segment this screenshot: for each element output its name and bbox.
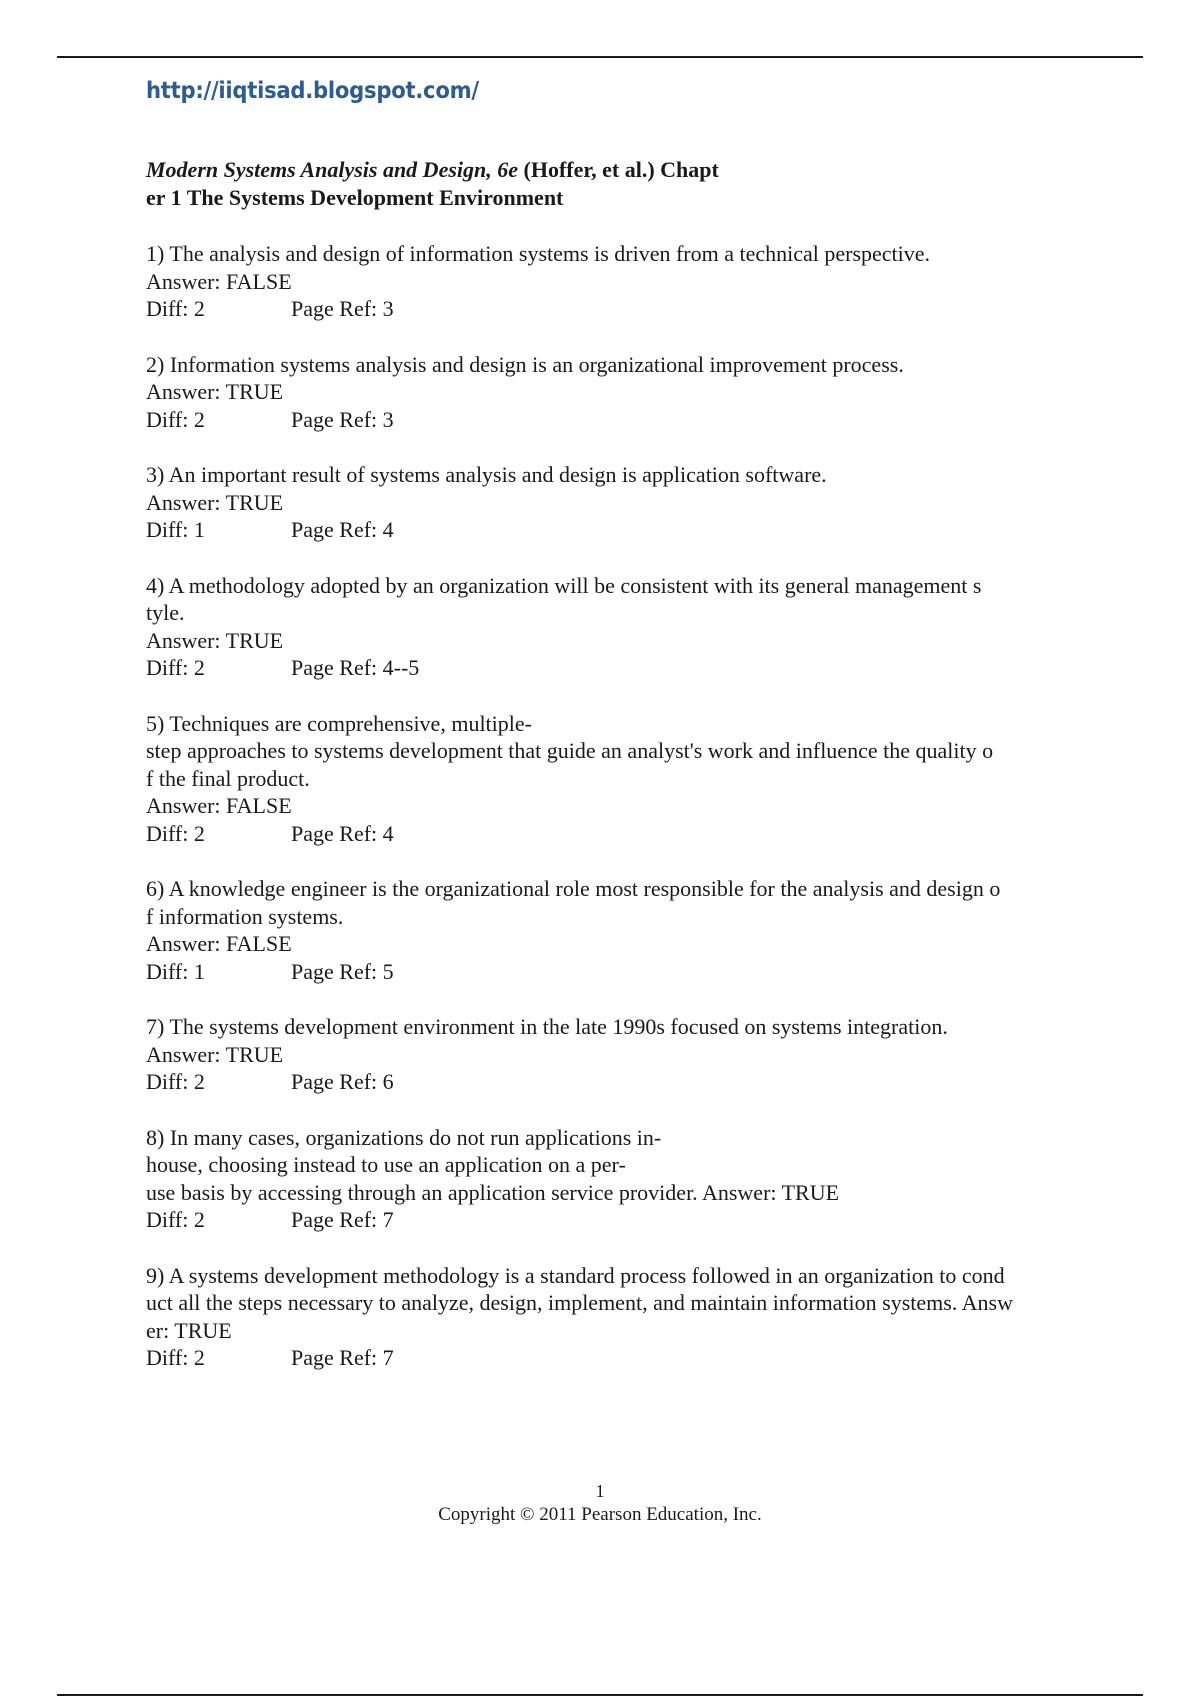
question-text: 6) A knowledge engineer is the organizational role most responsible for the analysis and design o f information systems. bbox=[146, 876, 1001, 929]
question-text: 2) Information systems analysis and design is an organizational improvement process. bbox=[146, 351, 904, 377]
title-authors: (Hoffer, et al.) Chapt bbox=[518, 157, 719, 182]
question-item bbox=[146, 1013, 1096, 1096]
difficulty: Diff: 2 bbox=[146, 1207, 205, 1232]
page-ref: Page Ref: 7 bbox=[291, 1207, 394, 1232]
question-text: 7) The systems development environment in the late 1990s focused on systems integration. bbox=[146, 1014, 948, 1039]
page-ref: Page Ref: 4 bbox=[291, 820, 394, 846]
document-title bbox=[146, 156, 1096, 212]
meta-line bbox=[146, 654, 1096, 682]
question-item bbox=[146, 1262, 1096, 1372]
answer-line: Answer: FALSE bbox=[146, 793, 292, 818]
question-text: 1) The analysis and design of information systems is driven from a technical perspective. bbox=[146, 241, 931, 266]
question-text: 3) An important result of systems analysis and design is application software. bbox=[146, 462, 827, 487]
page-ref: Page Ref: 4--5 bbox=[291, 655, 420, 680]
meta-line bbox=[146, 295, 1096, 323]
difficulty: Diff: 2 bbox=[146, 1345, 205, 1370]
question-item bbox=[146, 461, 1096, 544]
question-item bbox=[146, 572, 1096, 682]
question-text: 5) Techniques are comprehensive, multiple- step approaches to systems development that guide an analyst's work and influence the quality o f the final product. bbox=[146, 710, 994, 791]
top-rule bbox=[57, 56, 1143, 58]
answer-line: Answer: TRUE bbox=[146, 379, 284, 404]
difficulty: Diff: 1 bbox=[146, 517, 205, 542]
question-item bbox=[146, 1124, 1096, 1234]
difficulty: Diff: 2 bbox=[146, 1069, 205, 1094]
title-line-1 bbox=[146, 156, 1096, 184]
question-list bbox=[146, 240, 1096, 1372]
blog-url-link[interactable]: http://iiqtisad.blogspot.com/ bbox=[146, 78, 479, 104]
title-line-2: er 1 The Systems Development Environment bbox=[146, 185, 564, 210]
meta-line bbox=[146, 1068, 1096, 1096]
page-ref: Page Ref: 3 bbox=[291, 406, 394, 432]
meta-line bbox=[146, 1206, 1096, 1234]
question-item bbox=[146, 875, 1096, 985]
meta-line bbox=[146, 820, 1096, 848]
document-page bbox=[146, 76, 1096, 1400]
answer-line: Answer: FALSE bbox=[146, 268, 292, 294]
page-ref: Page Ref: 6 bbox=[291, 1069, 394, 1094]
difficulty: Diff: 2 bbox=[146, 655, 205, 680]
difficulty: Diff: 2 bbox=[146, 406, 205, 432]
page-ref: Page Ref: 4 bbox=[291, 517, 394, 542]
page-ref: Page Ref: 5 bbox=[291, 958, 394, 984]
difficulty: Diff: 1 bbox=[146, 958, 205, 984]
meta-line bbox=[146, 406, 1096, 434]
meta-line bbox=[146, 958, 1096, 986]
book-title: Modern Systems Analysis and Design, 6e bbox=[146, 157, 519, 182]
question-text: 9) A systems development methodology is a standard process followed in an organization to cond uct all the steps necessary to analyze, design, implement, and maintain information systems. Answ er: TRUE bbox=[146, 1262, 1013, 1343]
question-item bbox=[146, 240, 1096, 323]
page-number: 1 bbox=[595, 1481, 605, 1501]
answer-line: Answer: TRUE bbox=[146, 489, 284, 515]
bottom-rule bbox=[57, 1694, 1143, 1696]
meta-line bbox=[146, 1344, 1096, 1372]
question-item bbox=[146, 710, 1096, 848]
question-text: 8) In many cases, organizations do not run applications in- house, choosing instead to use an application on a per- use basis by accessing through an application service provider. Answer: TRUE bbox=[146, 1124, 840, 1205]
page-ref: Page Ref: 3 bbox=[291, 296, 394, 321]
copyright-notice: Copyright © 2011 Pearson Education, Inc. bbox=[438, 1504, 762, 1525]
answer-line: Answer: TRUE bbox=[146, 627, 284, 653]
meta-line bbox=[146, 516, 1096, 544]
difficulty: Diff: 2 bbox=[146, 296, 205, 321]
answer-line: Answer: TRUE bbox=[146, 1041, 284, 1067]
page-footer bbox=[0, 1480, 1200, 1526]
page-ref: Page Ref: 7 bbox=[291, 1345, 394, 1370]
answer-line: Answer: FALSE bbox=[146, 931, 292, 956]
question-item bbox=[146, 351, 1096, 434]
question-text: 4) A methodology adopted by an organization will be consistent with its general management s tyle. bbox=[146, 572, 982, 625]
difficulty: Diff: 2 bbox=[146, 820, 205, 846]
